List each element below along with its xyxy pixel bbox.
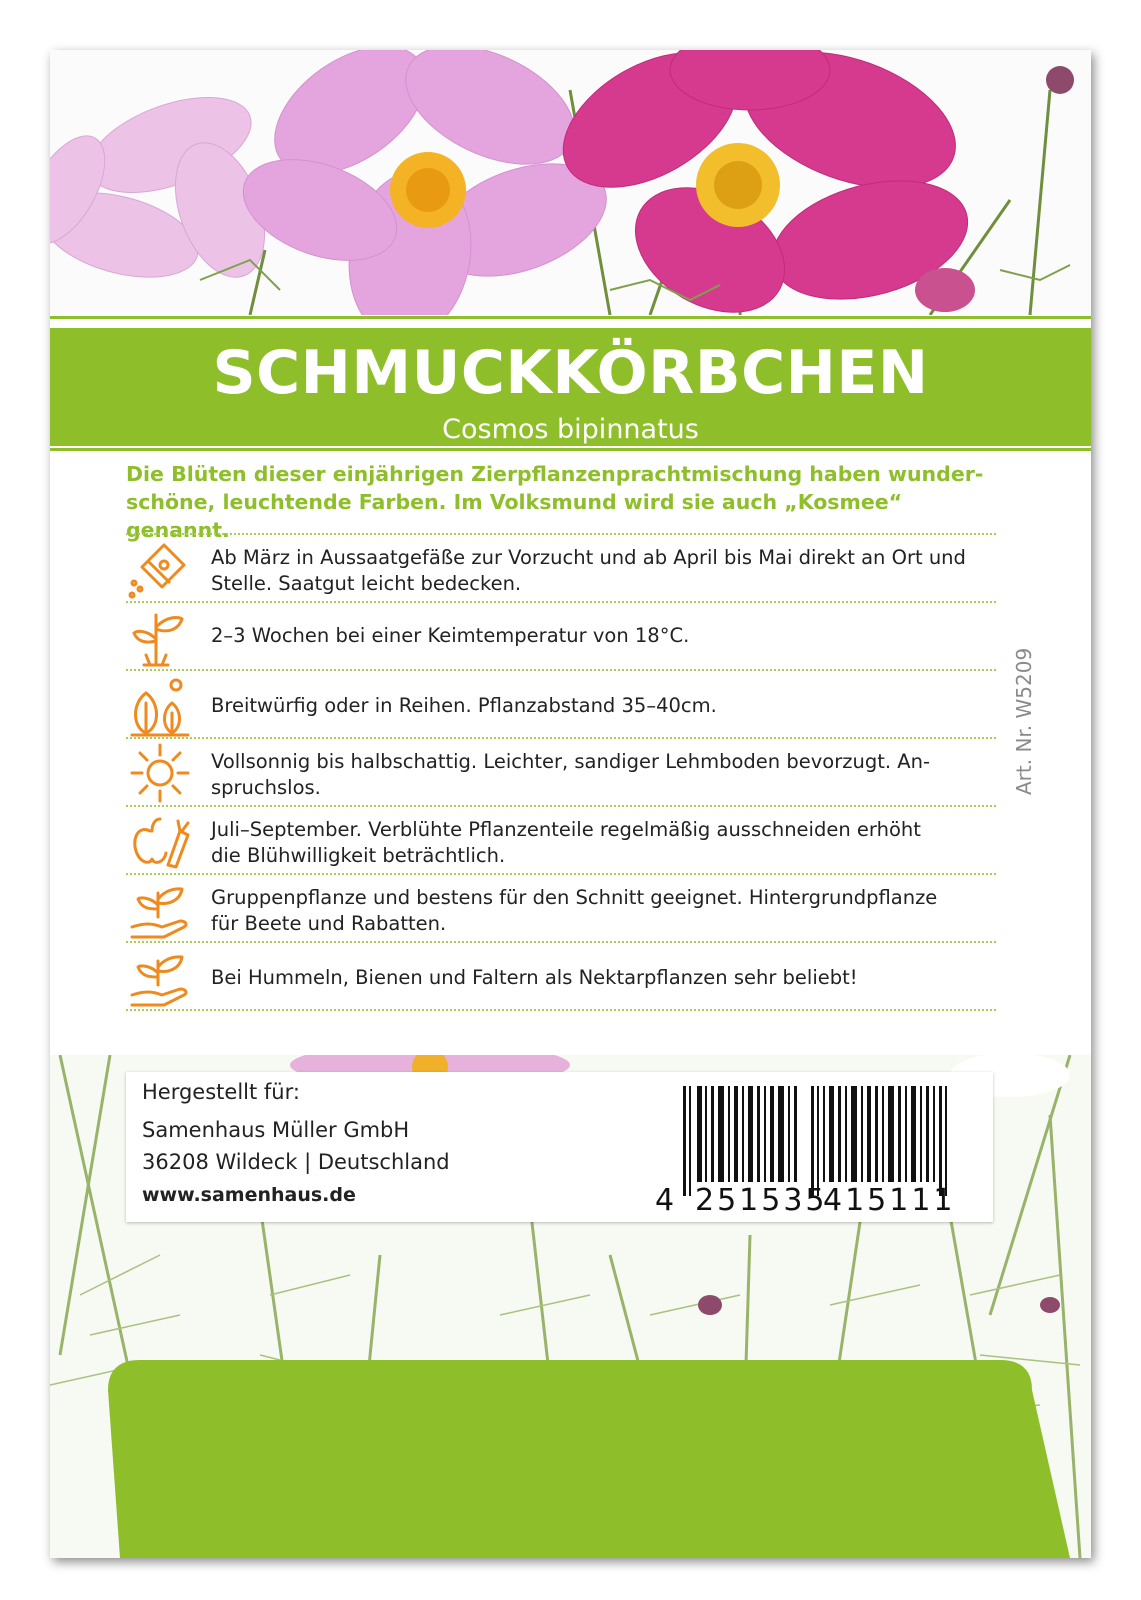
info-text-line-1: Gruppenpflanze und bestens für den Schnitt geeignet. Hintergrundpflanze [211,886,938,909]
info-row-insects [126,941,996,1011]
seed-packet [50,50,1091,1558]
info-text-line-1: Breitwürfig oder in Reihen. Pflanzabstand 35–40cm. [211,694,717,717]
barcode-digits-left: 251535 [695,1183,828,1214]
info-text-line-2: Stelle. Saatgut leicht bedecken. [211,572,522,595]
plant-spacing-icon [128,673,192,737]
info-text-line-1: Ab März in Aussaatgefäße zur Vorzucht und ab April bis Mai direkt an Ort und [211,546,966,569]
seed-packet-icon [128,537,192,601]
banner-divider-bottom [50,448,1091,451]
info-text-line-2: spruchslos. [211,776,321,799]
cosmos-flowers-image [50,50,1091,315]
info-text-line-1: Bei Hummeln, Bienen und Faltern als Nektarpflanzen sehr beliebt! [211,966,858,989]
barcode-digit-first: 4 [655,1183,675,1214]
info-text-line-1: Juli–September. Verblühte Pflanzenteile regelmäßig ausschneiden erhöht [211,818,921,841]
info-row-usage [126,873,996,941]
barcode-digits-right: 415111 [823,1183,956,1214]
info-row-spacing [126,669,996,737]
manufacturer-address: 36208 Wildeck | Deutschland [142,1150,450,1174]
info-row-location [126,737,996,805]
manufacturer-label: Hergestellt für: [142,1080,300,1104]
info-text-line-2: für Beete und Rabatten. [211,912,447,935]
manufacturer-company: Samenhaus Müller GmbH [142,1118,410,1142]
hand-plant-icon [128,877,192,941]
info-row-germination [126,601,996,669]
article-number: Art. Nr. W5209 [1012,647,1036,795]
info-text-line-1: 2–3 Wochen bei einer Keimtemperatur von 18°C. [211,624,690,647]
manufacturer-box [126,1072,993,1222]
manufacturer-website[interactable]: www.samenhaus.de [142,1184,356,1206]
intro-line-2: schöne, leuchtende Farben. Im Volksmund wird sie auch „Kosmee“ genannt. [126,490,903,542]
info-text-line-2: die Blühwilligkeit beträchtlich. [211,844,506,867]
banner-divider-top [50,316,1091,319]
sun-icon [128,741,192,805]
product-intro [126,460,986,544]
hand-plant-icon [128,945,192,1009]
packet-flap-tab [50,1360,1091,1558]
ean-barcode [651,1086,981,1214]
info-text-line-1: Vollsonnig bis halbschattig. Leichter, sandiger Lehmboden bevorzugt. An- [211,750,930,773]
info-row-sowing [126,533,996,601]
intro-line-1: Die Blüten dieser einjährigen Zierpflanzenprachtmischung haben wunder- [126,462,984,486]
product-botanical-name: Cosmos bipinnatus [442,414,699,445]
product-title: SCHMUCKKÖRBCHEN [212,338,929,408]
seedling-icon [128,605,192,669]
flower-photo-top [50,50,1091,315]
info-row-flowering [126,805,996,873]
harvest-icon [128,809,192,873]
